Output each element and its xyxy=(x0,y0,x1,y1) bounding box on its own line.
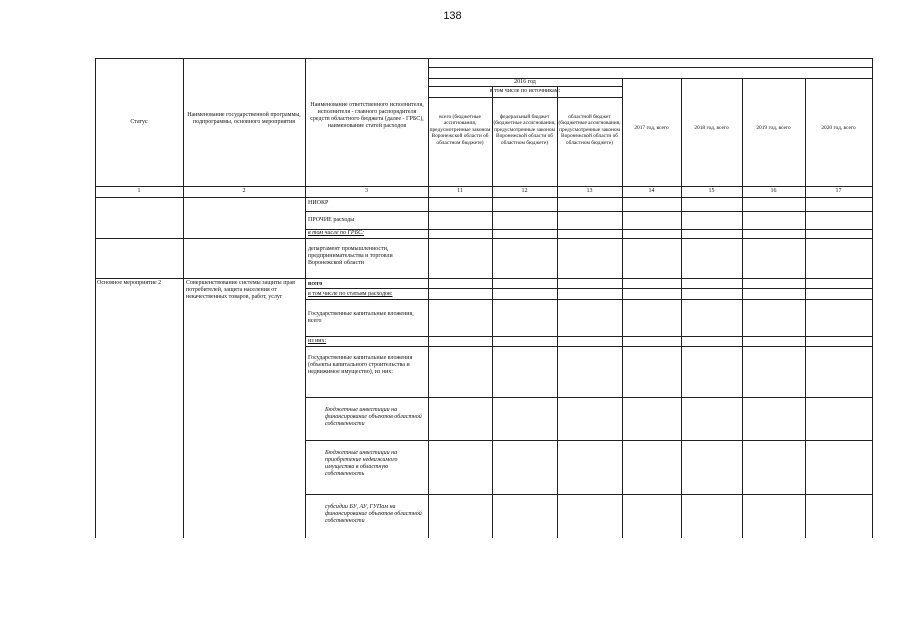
table-rule xyxy=(622,78,623,538)
table-rule xyxy=(681,78,682,538)
row-subsidies: субсидии БУ, АУ, ГУПам на финансирование объектов областной собственности xyxy=(325,504,422,524)
header-status: Статус xyxy=(130,119,148,125)
column-number: 15 xyxy=(708,188,715,194)
row-status-event: Основное мероприятие 2 xyxy=(97,280,162,286)
header-col-15: 2018 год, всего xyxy=(694,125,729,131)
row-total: всего xyxy=(308,281,323,287)
header-year-2016: 2016 год xyxy=(514,79,536,85)
table-rule xyxy=(742,78,743,538)
header-col-17: 2020 год, всего xyxy=(821,125,856,131)
column-number: 1 xyxy=(137,188,141,194)
table-rule xyxy=(305,336,873,337)
header-col-14: 2017 год, всего xyxy=(634,125,669,131)
column-number: 17 xyxy=(835,188,842,194)
table-rule xyxy=(95,58,96,538)
table-rule xyxy=(95,197,873,198)
table-rule xyxy=(872,58,873,538)
row-by-articles: в том числе по статьям расходов: xyxy=(308,291,393,297)
table-rule xyxy=(95,58,873,59)
table-rule xyxy=(305,346,873,347)
row-of-them: из них: xyxy=(308,338,327,344)
table-rule xyxy=(305,58,306,538)
row-invest-purchase: Бюджетные инвестиции на приобретение недвижимого имущества в областную собственность xyxy=(325,450,398,477)
column-number: 12 xyxy=(521,188,528,194)
table-rule xyxy=(305,494,873,495)
row-by-grbs: в том числе по ГРБС: xyxy=(308,230,365,236)
row-invest-financing: Бюджетные инвестиции на финансирование объектов областной собственности xyxy=(325,407,422,427)
table-rule xyxy=(428,86,622,87)
header-col-12: федеральный бюджет (бюджетные ассигнования, предусмотренные законом Воронежской области об областном бюджете) xyxy=(493,114,556,146)
table-rule xyxy=(305,288,873,289)
table-rule xyxy=(305,211,873,212)
column-number: 2 xyxy=(242,188,246,194)
row-capital: Государственные капитальные вложения, всего xyxy=(308,311,414,324)
table-rule xyxy=(557,86,558,538)
column-number: 16 xyxy=(770,188,777,194)
table-rule xyxy=(95,186,873,187)
table-rule xyxy=(183,58,184,538)
header-col-16: 2019 год, всего xyxy=(756,125,791,131)
page-number: 138 xyxy=(443,10,462,22)
row-capital-objects: Государственные капитальные вложения (объекты капитального строительства и недвижимое имущество), из них: xyxy=(308,355,413,375)
header-col-11: всего (бюджетные ассигнования, предусмотренные законом Воронежской области об областном бюджете) xyxy=(429,114,491,146)
table-rule xyxy=(305,299,873,300)
row-event-name: Совершенствование системы защиты прав потребителей, защита населения от некачественных товаров, работ, услуг xyxy=(186,280,295,300)
table-rule xyxy=(428,67,873,68)
column-number: 13 xyxy=(586,188,593,194)
table-rule xyxy=(805,78,806,538)
column-number: 14 xyxy=(648,188,655,194)
column-number: 11 xyxy=(457,188,463,194)
column-number: 3 xyxy=(365,188,368,194)
row-other: ПРОЧИЕ расходы xyxy=(308,217,355,223)
row-department: департамент промышленности, предпринимательства и торговли Воронежской области xyxy=(308,246,393,266)
header-program-name: Наименование государственной программы, подпрограммы, основного мероприятия xyxy=(187,112,301,125)
table-rule xyxy=(305,397,873,398)
table-rule xyxy=(492,86,493,538)
row-niokr: НИОКР xyxy=(308,200,329,206)
header-sources: в том числе по источникам: xyxy=(489,88,561,94)
table-rule xyxy=(428,97,622,98)
table-rule xyxy=(305,440,873,441)
table-rule xyxy=(95,238,873,239)
table-rule xyxy=(95,278,873,279)
header-executor: Наименование ответственного исполнителя, исполнителя - главного распорядителя средств областного бюджета (далее - ГРБС), наименование статей расходов xyxy=(310,102,424,129)
header-col-13: областной бюджет (бюджетные ассигнования, предусмотренные законом Воронежской области об областном бюджете) xyxy=(558,114,621,146)
